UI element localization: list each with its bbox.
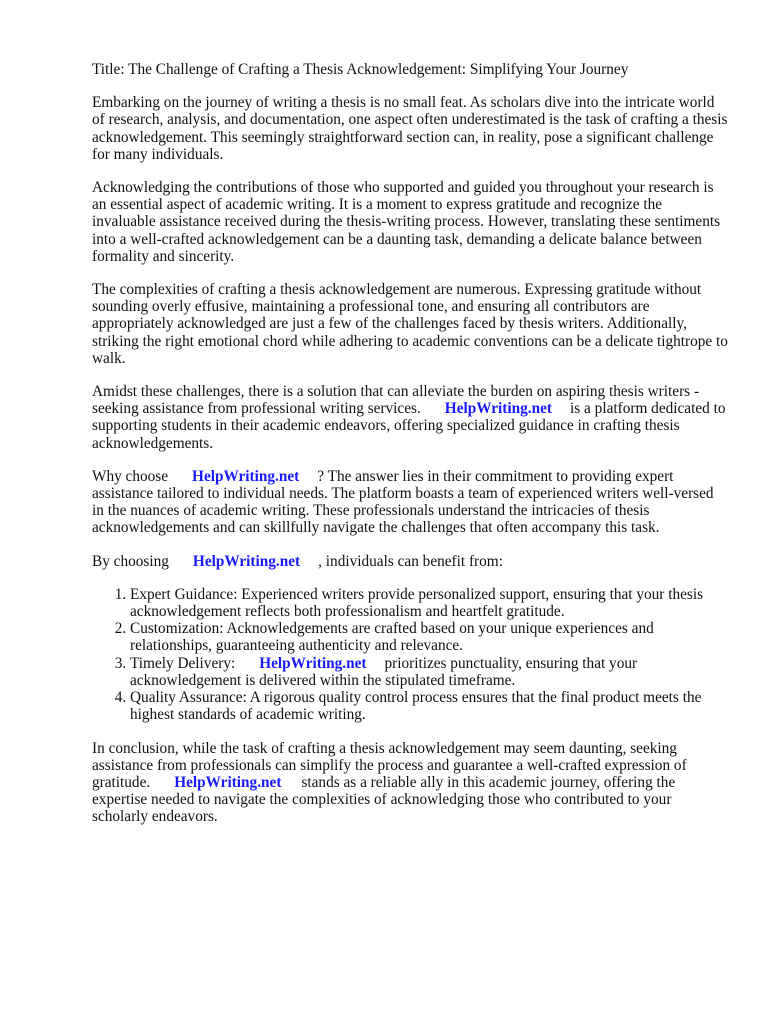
helpwriting-link[interactable]: HelpWriting.net	[444, 400, 553, 418]
list-item	[130, 655, 728, 689]
list-item: 1. Expert Guidance: Experienced writers provide personalized support, ensuring that your thesis acknowledgement reflects both professionalism and heartfelt gratitude.	[130, 586, 728, 620]
paragraph-by-choosing-text-2: , individuals can benefit from:	[318, 552, 503, 570]
paragraph-why-choose-text: Why choose	[92, 467, 169, 485]
helpwriting-link[interactable]: HelpWriting.net	[192, 552, 301, 570]
helpwriting-link[interactable]: HelpWriting.net	[174, 773, 282, 791]
list-item: 4. Quality Assurance: A rigorous quality control process ensures that the final product meets the highest standards of academic writing.	[130, 689, 728, 723]
paragraph-intro: Embarking on the journey of writing a thesis is no small feat. As scholars dive into the intricate world of research, analysis, and documentation, one aspect often underestimated is the task of crafting a thesis acknowledgement. This seemingly straightforward section can, in reality, pose a significant challenge for many individuals.	[92, 94, 728, 163]
paragraph-conclusion-text-2: stands as a reliable ally in this academic journey, offering the expertise needed to navigate the complexities of acknowledging those who contributed to your scholarly endeavors.	[92, 773, 676, 826]
paragraph-solution-text: Amidst these challenges, there is a solution that can alleviate the burden on aspiring thesis writers - seeking assistance from professional writing services.	[92, 383, 700, 418]
paragraph-complexities: The complexities of crafting a thesis acknowledgement are numerous. Expressing gratitude without sounding overly effusive, maintaining a professional tone, and ensuring all contributors are appropriately acknowledged are just a few of the challenges faced by thesis writers. Additionally, striking the right emotional chord while adhering to academic conventions can be a delicate tightrope to walk.	[92, 281, 728, 367]
list-item-text-2: prioritizes punctuality, ensuring that your acknowledgement is delivered within the stipulated timeframe.	[130, 654, 638, 689]
list-item: 2. Customization: Acknowledgements are crafted based on your unique experiences and relationships, guaranteeing authenticity and relevance.	[130, 620, 728, 654]
paragraph-solution-text-2: is a platform dedicated to supporting students in their academic endeavors, offering specialized guidance in crafting thesis acknowledgements.	[92, 400, 726, 452]
document-title: Title: The Challenge of Crafting a Thesis Acknowledgement: Simplifying Your Journey	[92, 61, 629, 78]
helpwriting-link[interactable]: HelpWriting.net	[192, 467, 300, 485]
paragraph-by-choosing	[92, 553, 728, 570]
benefits-list	[92, 586, 728, 724]
paragraph-conclusion	[92, 740, 728, 826]
paragraph-contributions: Acknowledging the contributions of those who supported and guided you throughout your research is an essential aspect of academic writing. It is a moment to express gratitude and recognize the invaluable assistance received during the thesis-writing process. However, translating these sentiments into a well-crafted acknowledgement can be a daunting task, demanding a delicate balance between formality and sincerity.	[92, 179, 721, 265]
list-item-text: Timely Delivery:	[130, 654, 236, 672]
paragraph-solution	[92, 383, 728, 452]
helpwriting-link[interactable]: HelpWriting.net	[259, 654, 367, 672]
paragraph-why-choose	[92, 468, 728, 537]
paragraph-why-choose-text-2: ? The answer lies in their commitment to providing expert assistance tailored to individual needs. The platform boasts a team of experienced writers well-versed in the nuances of academic writing. These professionals understand the intricacies of thesis acknowledgements and can skillfully navigate the challenges that often accompany this task.	[92, 467, 714, 537]
paragraph-conclusion-text: In conclusion, while the task of crafting a thesis acknowledgement may seem daunting, seeking assistance from professionals can simplify the process and guarantee a well-crafted expression of gratitude.	[92, 739, 687, 791]
paragraph-by-choosing-text: By choosing	[92, 552, 169, 570]
